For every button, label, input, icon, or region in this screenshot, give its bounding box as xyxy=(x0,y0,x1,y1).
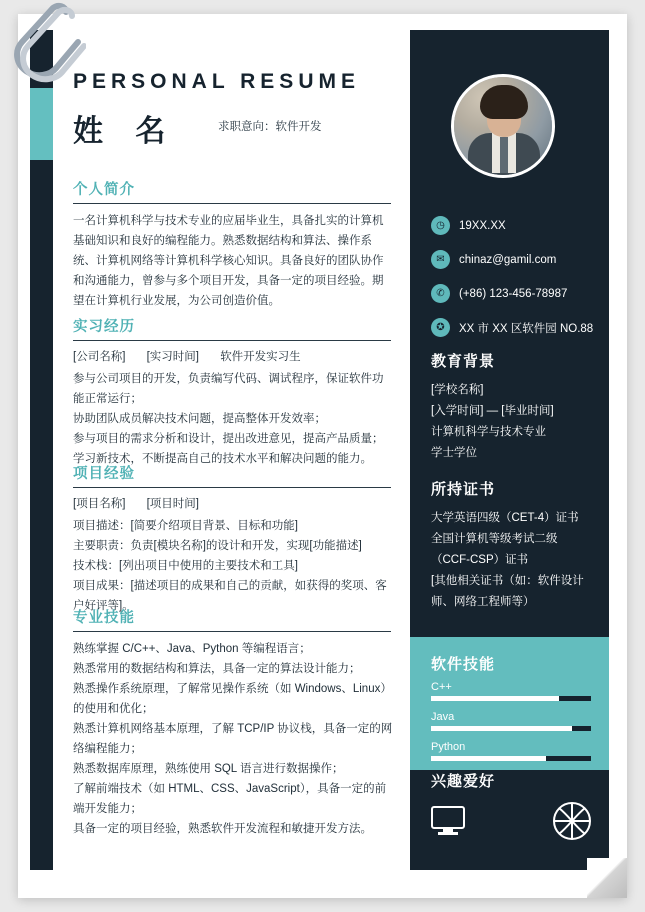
basketball-icon xyxy=(553,802,591,840)
internship-company: [公司名称] xyxy=(73,351,126,363)
skill-item xyxy=(431,711,591,731)
skill-label: Java xyxy=(431,711,455,723)
contact-birthdate: 19XX.XX xyxy=(459,219,506,232)
certificate-line: 师、网络工程师等） xyxy=(431,596,535,608)
internship-meta xyxy=(73,348,393,364)
skill-bar-track xyxy=(431,696,591,701)
project-name: [项目名称] xyxy=(73,498,126,510)
professional-title: 专业技能 xyxy=(73,610,135,626)
skill-label: C++ xyxy=(431,681,452,693)
education-title: 教育背景 xyxy=(431,353,496,370)
section-internship xyxy=(73,315,393,469)
education-line: [入学时间] — [毕业时间] xyxy=(431,405,554,417)
project-period: [项目时间] xyxy=(146,498,199,510)
section-professional-skills xyxy=(73,606,393,839)
professional-line: 熟悉操作系统原理，了解常见操作系统（如 Windows、Linux）的使用和优化； xyxy=(73,683,392,715)
contact-address: XX 市 XX 区软件园 NO.88 xyxy=(459,322,594,335)
software-skills-title: 软件技能 xyxy=(431,656,496,673)
certificate-line: [其他相关证书（如：软件设计 xyxy=(431,575,584,587)
page-title: PERSONAL RESUME xyxy=(73,70,360,93)
mail-icon: ✉ xyxy=(431,250,450,269)
certificate-line: 全国计算机等级考试二级 xyxy=(431,533,558,545)
professional-line: 具备一定的项目经验，熟悉软件开发流程和敏捷开发方法。 xyxy=(73,823,372,835)
education-heading xyxy=(431,350,495,371)
internship-title: 实习经历 xyxy=(73,319,135,335)
contact-row xyxy=(431,250,603,269)
professional-line: 了解前端技术（如 HTML、CSS、JavaScript），具备一定的前端开发能力； xyxy=(73,783,387,815)
avatar xyxy=(451,74,555,178)
section-projects xyxy=(73,462,393,616)
skill-item xyxy=(431,681,591,701)
education-line: 学士学位 xyxy=(431,447,477,459)
divider xyxy=(73,340,391,341)
skill-item xyxy=(431,741,591,761)
certificate-line: （CCF-CSP）证书 xyxy=(431,554,529,566)
resume-content xyxy=(53,30,609,870)
contact-email[interactable]: chinaz@gamil.com xyxy=(459,253,557,266)
skill-bar-track xyxy=(431,726,591,731)
computer-icon xyxy=(431,806,465,836)
certificates-title: 所持证书 xyxy=(431,481,496,498)
location-icon: ✪ xyxy=(431,318,450,337)
professional-line: 熟练掌握 C/C++、Java、Python 等编程语言； xyxy=(73,643,311,655)
hobbies-heading xyxy=(431,770,495,791)
divider xyxy=(73,203,391,204)
education-list xyxy=(431,380,606,464)
internship-line: 参与公司项目的开发，负责编写代码、调试程序，保证软件功能正常运行； xyxy=(73,373,384,405)
professional-line: 熟悉常用的数据结构和算法，具备一定的算法设计能力； xyxy=(73,663,361,675)
candidate-name: 姓 名 xyxy=(73,115,178,148)
skill-bar-fill xyxy=(431,726,572,731)
contact-row xyxy=(431,216,603,235)
project-line: 项目描述：[简要介绍项目背景、目标和功能] xyxy=(73,520,298,532)
hobbies-icons xyxy=(431,802,591,840)
section-profile xyxy=(73,178,393,311)
divider xyxy=(73,487,391,488)
skill-bar-fill xyxy=(431,696,559,701)
calendar-icon: ◷ xyxy=(431,216,450,235)
divider xyxy=(73,631,391,632)
certificate-line: 大学英语四级（CET-4）证书 xyxy=(431,512,579,524)
skill-label: Python xyxy=(431,741,466,753)
contact-phone: (+86) 123-456-78987 xyxy=(459,287,568,300)
profile-title: 个人简介 xyxy=(73,182,135,198)
project-line: 技术栈：[列出项目中使用的主要技术和工具] xyxy=(73,560,298,572)
certificates-heading xyxy=(431,478,495,499)
project-meta xyxy=(73,495,393,511)
contact-row xyxy=(431,318,603,337)
internship-line: 参与项目的需求分析和设计，提出改进意见，提高产品质量； xyxy=(73,433,384,445)
hobbies-title: 兴趣爱好 xyxy=(431,773,496,790)
education-line: 计算机科学与技术专业 xyxy=(431,426,546,438)
skill-bar-track xyxy=(431,756,591,761)
left-teal-accent xyxy=(30,88,53,160)
education-line: [学校名称] xyxy=(431,384,484,396)
avatar-hair xyxy=(480,85,528,119)
software-skills-panel xyxy=(410,637,609,770)
internship-period: [实习时间] xyxy=(146,351,199,363)
internship-line: 协助团队成员解决技术问题，提高整体开发效率； xyxy=(73,413,326,425)
contact-block xyxy=(431,216,603,352)
internship-line: 学习新技术，不断提高自己的技术水平和解决问题的能力。 xyxy=(73,453,372,465)
project-line: 主要职责：负责[模块名称]的设计和开发，实现[功能描述] xyxy=(73,540,362,552)
skill-bar-fill xyxy=(431,756,546,761)
projects-title: 项目经验 xyxy=(73,466,135,482)
job-objective: 求职意向：软件开发 xyxy=(218,121,322,133)
professional-line: 熟悉数据库原理，熟练使用 SQL 语言进行数据操作； xyxy=(73,763,344,775)
project-line: 项目成果：[描述项目的成果和自己的贡献，如获得的奖项、客户好评等]。 xyxy=(73,580,387,612)
paperclip-icon xyxy=(8,2,86,98)
profile-body: 一名计算机科学与技术专业的应届毕业生，具备扎实的计算机基础知识和良好的编程能力。熟悉数据结构和算法、操作系统、计算机网络等计算机科学核心知识。具备良好的团队协作和沟通能力，曾参与多个项目开发，具备一定的项目经验。期望在计算机行业发展，为公司创造价值。 xyxy=(73,215,384,307)
phone-icon: ✆ xyxy=(431,284,450,303)
contact-row xyxy=(431,284,603,303)
certificates-list xyxy=(431,508,606,613)
page-curl xyxy=(587,858,627,898)
internship-role: 软件开发实习生 xyxy=(220,351,301,363)
avatar-tie xyxy=(500,137,508,173)
professional-line: 熟悉计算机网络基本原理，了解 TCP/IP 协议栈，具备一定的网络编程能力； xyxy=(73,723,393,755)
